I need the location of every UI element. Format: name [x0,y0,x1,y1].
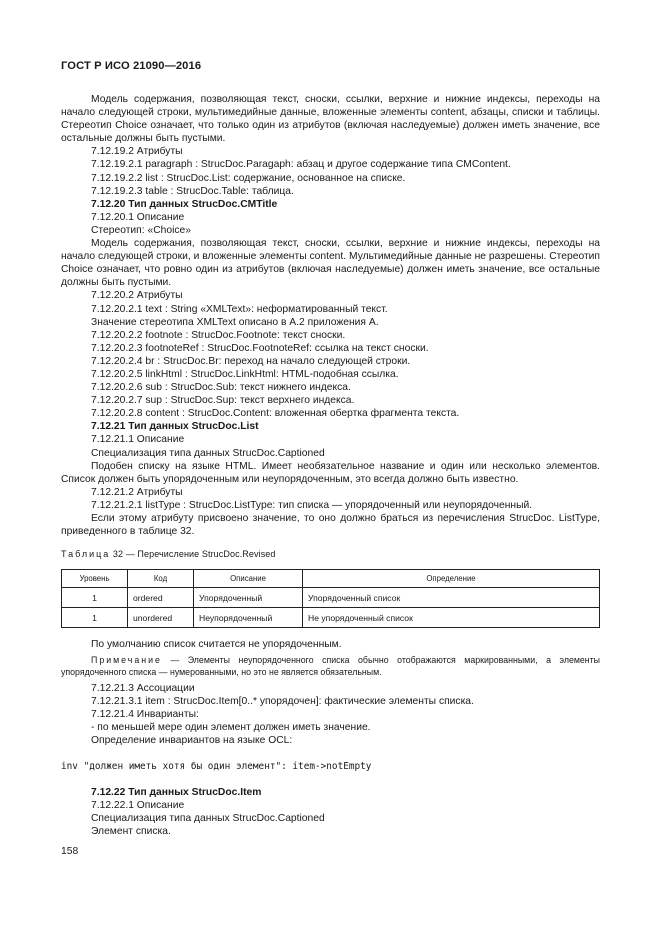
table-caption-label: Таблица [61,549,111,559]
table-cell: Упорядоченный список [303,588,600,608]
column-header: Описание [194,570,303,588]
tail-text [61,786,600,838]
table-caption [61,549,276,559]
section-heading: 7.12.21.3 Ассоциации [91,683,195,695]
attribute-item: 7.12.20.2.5 linkHtml : StrucDoc.LinkHtml: HTML-подобная ссылка. [91,368,399,380]
attribute-item: 7.12.21.2.1 listType : StrucDoc.ListType: тип списка — упорядоченный или неупорядоченный. [91,499,533,511]
note-label: Примечание [91,655,162,666]
table-caption-text: 32 — Перечисление StrucDoc.Revised [112,549,276,559]
table-cell: ordered [128,588,194,608]
table-cell: Упорядоченный [194,588,303,608]
attribute-item: 7.12.20.2.4 br : StrucDoc.Br: переход на начало следующей строки. [91,355,411,367]
specialization-line: Специализация типа данных StrucDoc.Captioned [91,447,325,459]
section-heading: 7.12.21.1 Описание [91,434,185,446]
paragraph: Если этому атрибуту присвоено значение, то оно должно браться из перечисления StrucDoc. ListType, приведенного в таблице 32. [61,513,600,538]
paragraph: Элемент списка. [91,826,171,838]
section-title: 7.12.21 Тип данных StrucDoc.List [91,421,259,433]
stereotype-line: Стереотип: «Choice» [91,224,191,236]
table-cell: 1 [62,588,128,608]
note-line: Значение стереотипа XMLText описано в А.2 приложения А. [91,316,379,328]
specialization-line: Специализация типа данных StrucDoc.Captioned [91,813,325,825]
table-row [62,608,600,628]
association-item: 7.12.21.3.1 item : StrucDoc.Item[0..* упорядочен]: фактические элементы списка. [91,696,474,708]
section-heading: 7.12.19.2 Атрибуты [91,146,183,158]
section-title: 7.12.22 Тип данных StrucDoc.Item [91,787,262,798]
section-heading: 7.12.21.2 Атрибуты [91,486,183,498]
column-header: Уровень [62,570,128,588]
page-number: 158 [61,846,79,857]
table-cell: unordered [128,608,194,628]
after-table-text [61,638,600,748]
section-heading: 7.12.20.2 Атрибуты [91,290,183,302]
column-header: Код [128,570,194,588]
attribute-item: 7.12.20.2.6 sub : StrucDoc.Sub: текст нижнего индекса. [91,382,351,394]
section-heading: 7.12.22.1 Описание [91,800,185,812]
attribute-item: 7.12.19.2.1 paragraph : StrucDoc.Paragaph: абзац и другое содержание типа CMContent. [91,159,511,171]
main-text [61,93,600,538]
attribute-item: 7.12.20.2.1 text : String «XMLText»: неформатированный текст. [91,303,388,315]
paragraph: Модель содержания, позволяющая текст, сноски, ссылки, верхние и нижние индексы, переходы на начало следующей строки, и вложенные элементы content. Мультимедийные данные не разрешены. Стереотип Choice означает, что ровно один из атрибутов (включая наследуемые) должен иметь значение, все остальные должны быть пустыми. [61,238,600,289]
paragraph: Подобен списку на языке HTML. Имеет необязательное название и один или несколько элементов. Список должен быть упорядоченным или неупорядоченным, это всегда должно быть известно. [61,460,600,485]
section-heading: 7.12.21.4 Инварианты: [91,709,199,721]
table-cell: Неупорядоченный [194,608,303,628]
attribute-item: 7.12.20.2.7 sup : StrucDoc.Sup: текст верхнего индекса. [91,395,355,407]
attribute-item: 7.12.20.2.2 footnote : StrucDoc.Footnote: текст сноски. [91,329,346,341]
table-row [62,588,600,608]
paragraph: Определение инвариантов на языке OCL: [91,735,293,747]
enumeration-table [61,569,600,628]
table-header-row [62,570,600,588]
paragraph: По умолчанию список считается не упорядоченным. [91,639,342,650]
note-text: — Элементы неупорядоченного списка обычно отображаются маркированными, а элементы упорядоченного списка — нумерованными, но это не является обязательным. [61,655,600,678]
table-cell: Не упорядоченный список [303,608,600,628]
attribute-item: 7.12.20.2.8 content : StrucDoc.Content: вложенная обертка фрагмента текста. [91,408,460,420]
section-title: 7.12.20 Тип данных StrucDoc.CMTitle [91,198,278,210]
attribute-item: 7.12.19.2.3 table : StrucDoc.Table: таблица. [91,185,294,197]
section-heading: 7.12.20.1 Описание [91,211,185,223]
paragraph: Модель содержания, позволяющая текст, сноски, ссылки, верхние и нижние индексы, переходы на начало следующей строки, мультимедийные данные, вложенные элементы content, абзацы, списки и таблицы. Стереотип Choice означает, что только один из атрибутов (включая наследуемые) должен иметь значение, все остальные должны быть пустыми. [61,94,600,145]
attribute-item: 7.12.19.2.2 list : StrucDoc.List: содержание, основанное на списке. [91,172,406,184]
table-cell: 1 [62,608,128,628]
document-header: ГОСТ Р ИСО 21090—2016 [61,60,202,72]
bullet-item: - по меньшей мере один элемент должен иметь значение. [91,722,371,734]
note-paragraph [61,654,600,678]
attribute-item: 7.12.20.2.3 footnoteRef : StrucDoc.FootnoteRef: ссылка на текст сноски. [91,342,429,354]
ocl-code: inv "должен иметь хотя бы один элемент": item->notEmpty [61,761,372,772]
column-header: Определение [303,570,600,588]
